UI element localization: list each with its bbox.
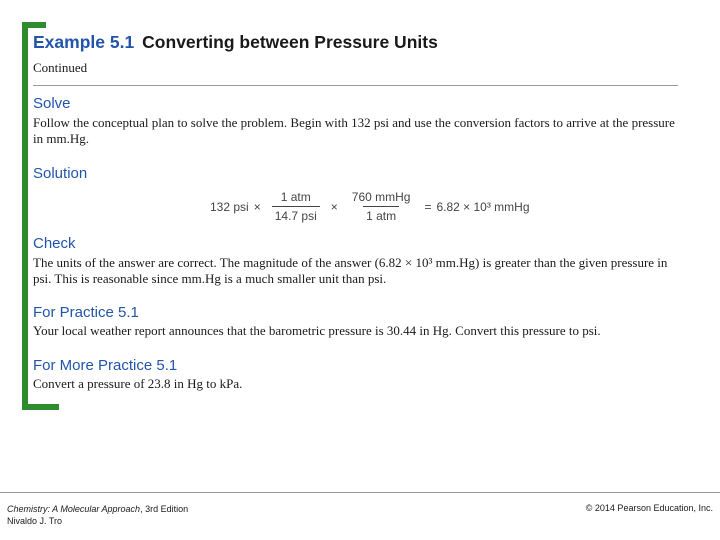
example-title-text: Converting between Pressure Units xyxy=(142,32,438,52)
example-number: Example 5.1 xyxy=(33,32,135,52)
footer-citation xyxy=(7,503,188,527)
times-sign-2: × xyxy=(330,199,338,214)
check-text: The units of the answer are correct. The magnitude of the answer (6.82 × 10³ mm.Hg) is greater than the given pressure in psi. This is reasonable since mm.Hg is a much smaller unit than psi. xyxy=(33,255,668,286)
factor-1-numerator: 1 atm xyxy=(280,190,311,204)
equation-result: 6.82 × 10³ mmHg xyxy=(436,199,530,214)
conversion-factor-2 xyxy=(349,190,414,223)
green-bracket-vertical xyxy=(22,22,28,410)
title-divider xyxy=(33,85,678,86)
check-heading: Check xyxy=(33,235,76,252)
practice-text: Your local weather report announces that the barometric pressure is 30.44 in Hg. Convert this pressure to psi. xyxy=(33,323,601,338)
practice-heading: For Practice 5.1 xyxy=(33,304,139,321)
green-bracket-bottom xyxy=(22,404,59,410)
factor-2-numerator: 760 mmHg xyxy=(351,190,411,204)
footer-copyright: © 2014 Pearson Education, Inc. xyxy=(585,503,713,513)
footer-divider xyxy=(0,492,720,493)
times-sign-1: × xyxy=(253,199,261,214)
solve-heading: Solve xyxy=(33,95,71,112)
factor-1-denominator: 14.7 psi xyxy=(272,206,320,223)
continued-label: Continued xyxy=(33,60,88,75)
conversion-factor-1 xyxy=(272,190,320,223)
conversion-equation xyxy=(210,190,530,223)
solution-heading: Solution xyxy=(33,165,88,182)
footer-edition: , 3rd Edition xyxy=(140,504,189,514)
footer-book-title: Chemistry: A Molecular Approach xyxy=(7,504,141,514)
more-practice-heading: For More Practice 5.1 xyxy=(33,357,178,374)
example-title xyxy=(33,32,438,53)
solve-text: Follow the conceptual plan to solve the problem. Begin with 132 psi and use the conversion factors to arrive at the pressure in mm.Hg. xyxy=(33,115,675,146)
green-bracket-top xyxy=(22,22,46,28)
equation-start: 132 psi xyxy=(210,199,249,214)
footer-author: Nivaldo J. Tro xyxy=(7,516,63,526)
equals-sign: = xyxy=(424,199,432,214)
more-practice-text: Convert a pressure of 23.8 in Hg to kPa. xyxy=(33,376,243,391)
factor-2-denominator: 1 atm xyxy=(363,206,399,223)
